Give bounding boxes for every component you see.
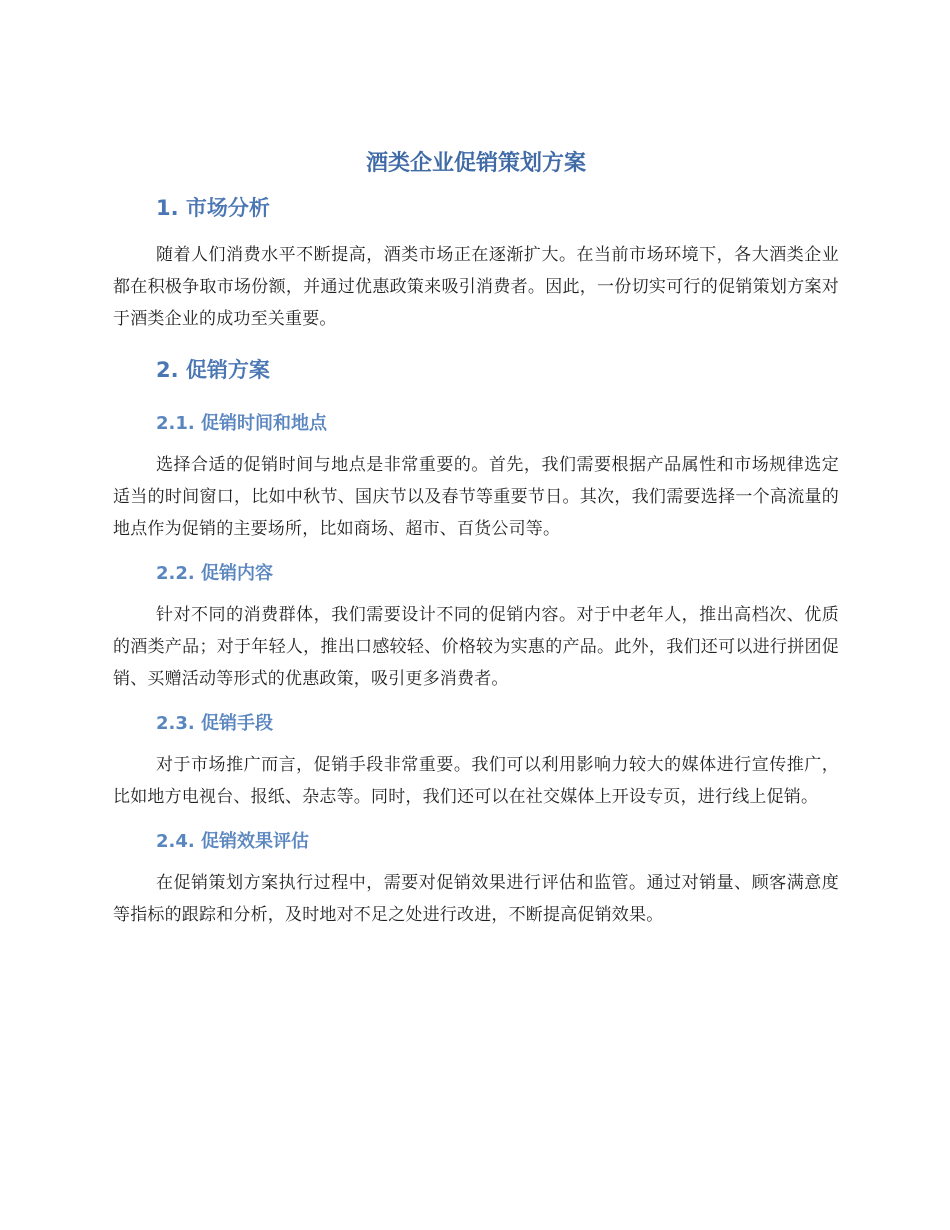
section-heading-promotion-plan: 2. 促销方案 [156,358,270,382]
subsection-heading-effect-evaluation: 2.4. 促销效果评估 [156,831,309,852]
paragraph-effect-evaluation: 在促销策划方案执行过程中，需要对促销效果进行评估和监管。通过对销量、顾客满意度等指标的跟踪和分析，及时地对不足之处进行改进，不断提高促销效果。 [113,873,839,925]
document-title: 酒类企业促销策划方案 [365,151,586,176]
subsection-heading-promotion-content: 2.2. 促销内容 [156,563,273,584]
subsection-heading-promotion-means: 2.3. 促销手段 [156,713,273,734]
section-heading-market-analysis: 1. 市场分析 [156,196,270,220]
paragraph-time-place: 选择合适的促销时间与地点是非常重要的。首先，我们需要根据产品属性和市场规律选定适当的时间窗口，比如中秋节、国庆节以及春节等重要节日。其次，我们需要选择一个高流量的地点作为促销的主要场所，比如商场、超市、百货公司等。 [113,455,839,539]
subsection-heading-time-place: 2.1. 促销时间和地点 [156,413,327,434]
paragraph-market-analysis: 随着人们消费水平不断提高，酒类市场正在逐渐扩大。在当前市场环境下，各大酒类企业都在积极争取市场份额，并通过优惠政策来吸引消费者。因此，一份切实可行的促销策划方案对于酒类企业的成功至关重要。 [113,245,839,329]
paragraph-promotion-means: 对于市场推广而言，促销手段非常重要。我们可以利用影响力较大的媒体进行宣传推广，比如地方电视台、报纸、杂志等。同时，我们还可以在社交媒体上开设专页，进行线上促销。 [113,755,839,807]
document-body [113,146,839,931]
paragraph-promotion-content: 针对不同的消费群体，我们需要设计不同的促销内容。对于中老年人，推出高档次、优质的酒类产品；对于年轻人，推出口感较轻、价格较为实惠的产品。此外，我们还可以进行拼团促销、买赠活动等形式的优惠政策，吸引更多消费者。 [113,605,839,689]
